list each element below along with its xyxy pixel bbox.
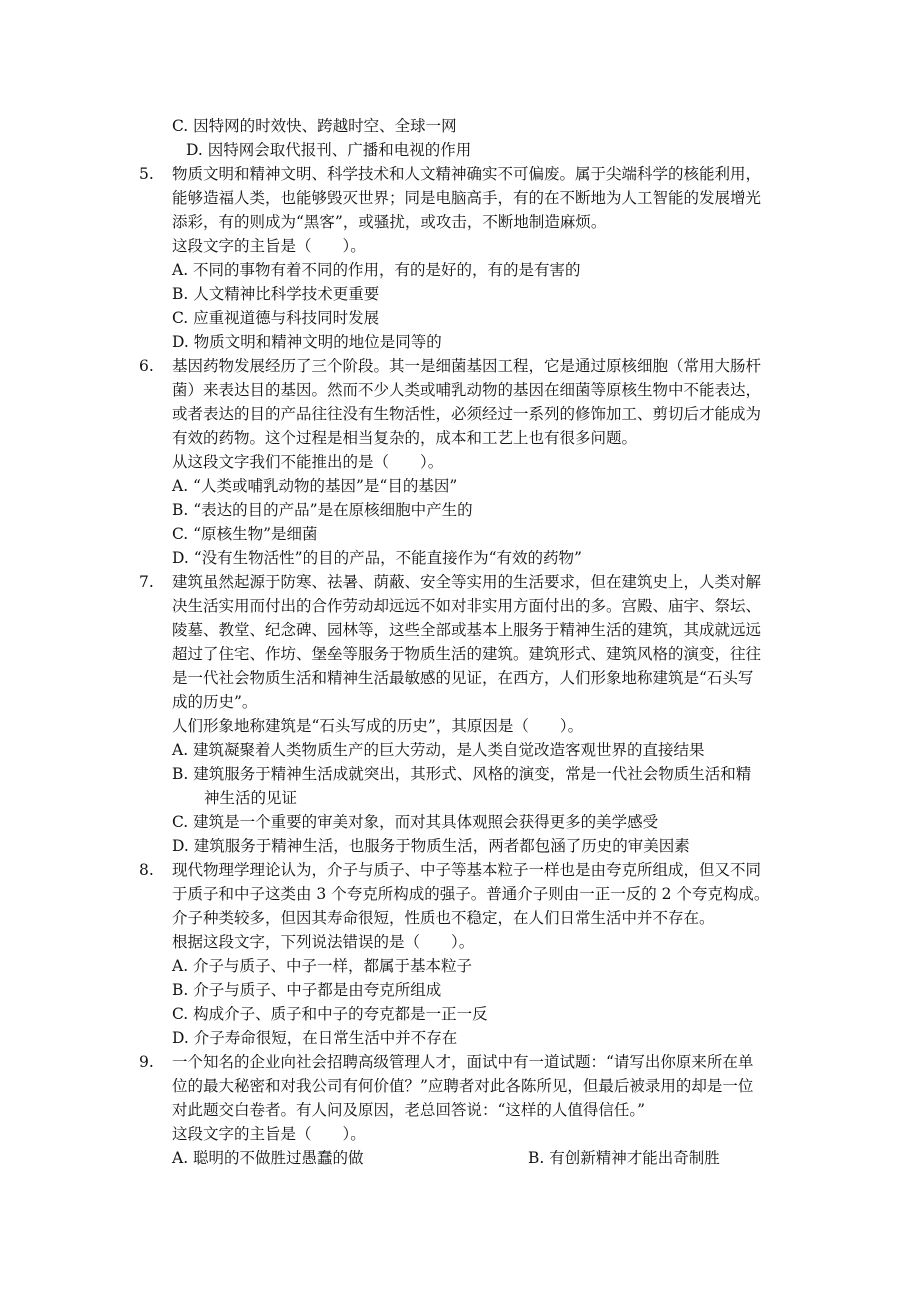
q6-text-line: 或者表达的目的产品往往没有生物活性，必须经过一系列的修饰加工、剪切后才能成为 [172, 405, 762, 423]
q6-option-a: A. “人类或哺乳动物的基因”是“目的基因” [172, 477, 458, 495]
q7-text-line: 陵墓、教堂、纪念碑、园林等，这些全部或基本上服务于精神生活的建筑，其成就远远 [172, 621, 762, 639]
q7-text-line: 成的历史”。 [172, 693, 258, 711]
q5-option-b: B. 人文精神比科学技术更重要 [172, 285, 380, 303]
q8-number: 8. [139, 861, 154, 879]
q5-option-a: A. 不同的事物有着不同的作用，有的是好的，有的是有害的 [172, 261, 581, 279]
q5-text-line: 能够造福人类，也能够毁灭世界；同是电脑高手，有的在不断地为人工智能的发展增光 [172, 189, 762, 207]
q9-text-line: 对此题交白卷者。有人问及原因，老总回答说：“这样的人值得信任。” [172, 1101, 646, 1119]
q6-text-line: 菌）来表达目的基因。然而不少人类或哺乳动物的基因在细菌等原核生物中不能表达， [172, 381, 762, 399]
q9-text-line: 位的最大秘密和对我公司有何价值？”应聘者对此各陈所见，但最后被录用的却是一位 [172, 1077, 754, 1095]
q8-option-b: B. 介子与质子、中子都是由夸克所组成 [172, 981, 442, 999]
q6-text-line: 有效的药物。这个过程是相当复杂的，成本和工艺上也有很多问题。 [172, 429, 638, 447]
q9-option-b: B. 有创新精神才能出奇制胜 [528, 1149, 720, 1167]
q7-text-line: 决生活实用而付出的合作劳动却远远不如对非实用方面付出的多。宫殿、庙宇、祭坛、 [172, 597, 762, 615]
q5-text-line: 添彩，有的则成为“黑客”，或骚扰，或攻击，不断地制造麻烦。 [172, 213, 607, 231]
q6-option-c: C. “原核生物”是细菌 [172, 525, 318, 543]
q8-prompt: 根据这段文字，下列说法错误的是（ ）。 [172, 933, 475, 951]
q4-option-d: D. 因特网会取代报刊、广播和电视的作用 [186, 141, 472, 159]
q8-option-a: A. 介子与质子、中子一样，都属于基本粒子 [172, 957, 473, 975]
q5-option-c: C. 应重视道德与科技同时发展 [172, 309, 380, 327]
q6-text-line: 基因药物发展经历了三个阶段。其一是细菌基因工程，它是通过原核细胞（常用大肠杆 [172, 357, 762, 375]
q7-option-b: B. 建筑服务于精神生活成就突出，其形式、风格的演变，常是一代社会物质生活和精 [172, 765, 752, 783]
q7-text-line: 超过了住宅、作坊、堡垒等服务于物质生活的建筑。建筑形式、建筑风格的演变，往往 [172, 645, 762, 663]
q7-text-line: 建筑虽然起源于防寒、祛暑、荫蔽、安全等实用的生活要求，但在建筑史上，人类对解 [172, 573, 762, 591]
q7-option-a: A. 建筑凝聚着人类物质生产的巨大劳动，是人类自觉改造客观世界的直接结果 [172, 741, 705, 759]
q5-number: 5. [139, 165, 154, 183]
q7-text-line: 是一代社会物质生活和精神生活最敏感的见证，在西方，人们形象地称建筑是“石头写 [172, 669, 754, 687]
q5-text-line: 物质文明和精神文明、科学技术和人文精神确实不可偏废。属于尖端科学的核能利用， [172, 165, 762, 183]
q7-option-d: D. 建筑服务于精神生活，也服务于物质生活，两者都包涵了历史的审美因素 [172, 837, 690, 855]
q8-text-line: 介子种类较多，但因其寿命很短，性质也不稳定，在人们日常生活中并不存在。 [172, 909, 715, 927]
q9-prompt: 这段文字的主旨是（ ）。 [172, 1125, 366, 1143]
q6-option-d: D. “没有生物活性”的目的产品，不能直接作为“有效的药物” [172, 549, 582, 567]
q7-option-b-cont: 神生活的见证 [204, 789, 298, 807]
q5-option-d: D. 物质文明和精神文明的地位是同等的 [172, 333, 442, 351]
q8-text-line: 现代物理学理论认为，介子与质子、中子等基本粒子一样也是由夸克所组成，但又不同 [172, 861, 762, 879]
q5-prompt: 这段文字的主旨是（ ）。 [172, 237, 366, 255]
q9-text-line: 一个知名的企业向社会招聘高级管理人才，面试中有一道试题：“请写出你原来所在单 [172, 1053, 754, 1071]
q7-option-c: C. 建筑是一个重要的审美对象，而对其具体观照会获得更多的美学感受 [172, 813, 659, 831]
q7-prompt: 人们形象地称建筑是“石头写成的历史”，其原因是（ ）。 [172, 717, 584, 735]
q8-option-c: C. 构成介子、质子和中子的夸克都是一正一反 [172, 1005, 488, 1023]
q4-option-c: C. 因特网的时效快、跨越时空、全球一网 [172, 117, 457, 135]
q7-number: 7. [139, 573, 154, 591]
q9-option-a: A. 聪明的不做胜过愚蠢的做 [172, 1149, 364, 1167]
q9-number: 9. [139, 1053, 154, 1071]
q6-number: 6. [139, 357, 154, 375]
q6-prompt: 从这段文字我们不能推出的是（ ）。 [172, 453, 444, 471]
q6-option-b: B. “表达的目的产品”是在原核细胞中产生的 [172, 501, 473, 519]
q8-option-d: D. 介子寿命很短，在日常生活中并不存在 [172, 1029, 458, 1047]
q8-text-line: 于质子和中子这类由 3 个夸克所构成的强子。普通介子则由一正一反的 2 个夸克构成。 [172, 885, 770, 903]
